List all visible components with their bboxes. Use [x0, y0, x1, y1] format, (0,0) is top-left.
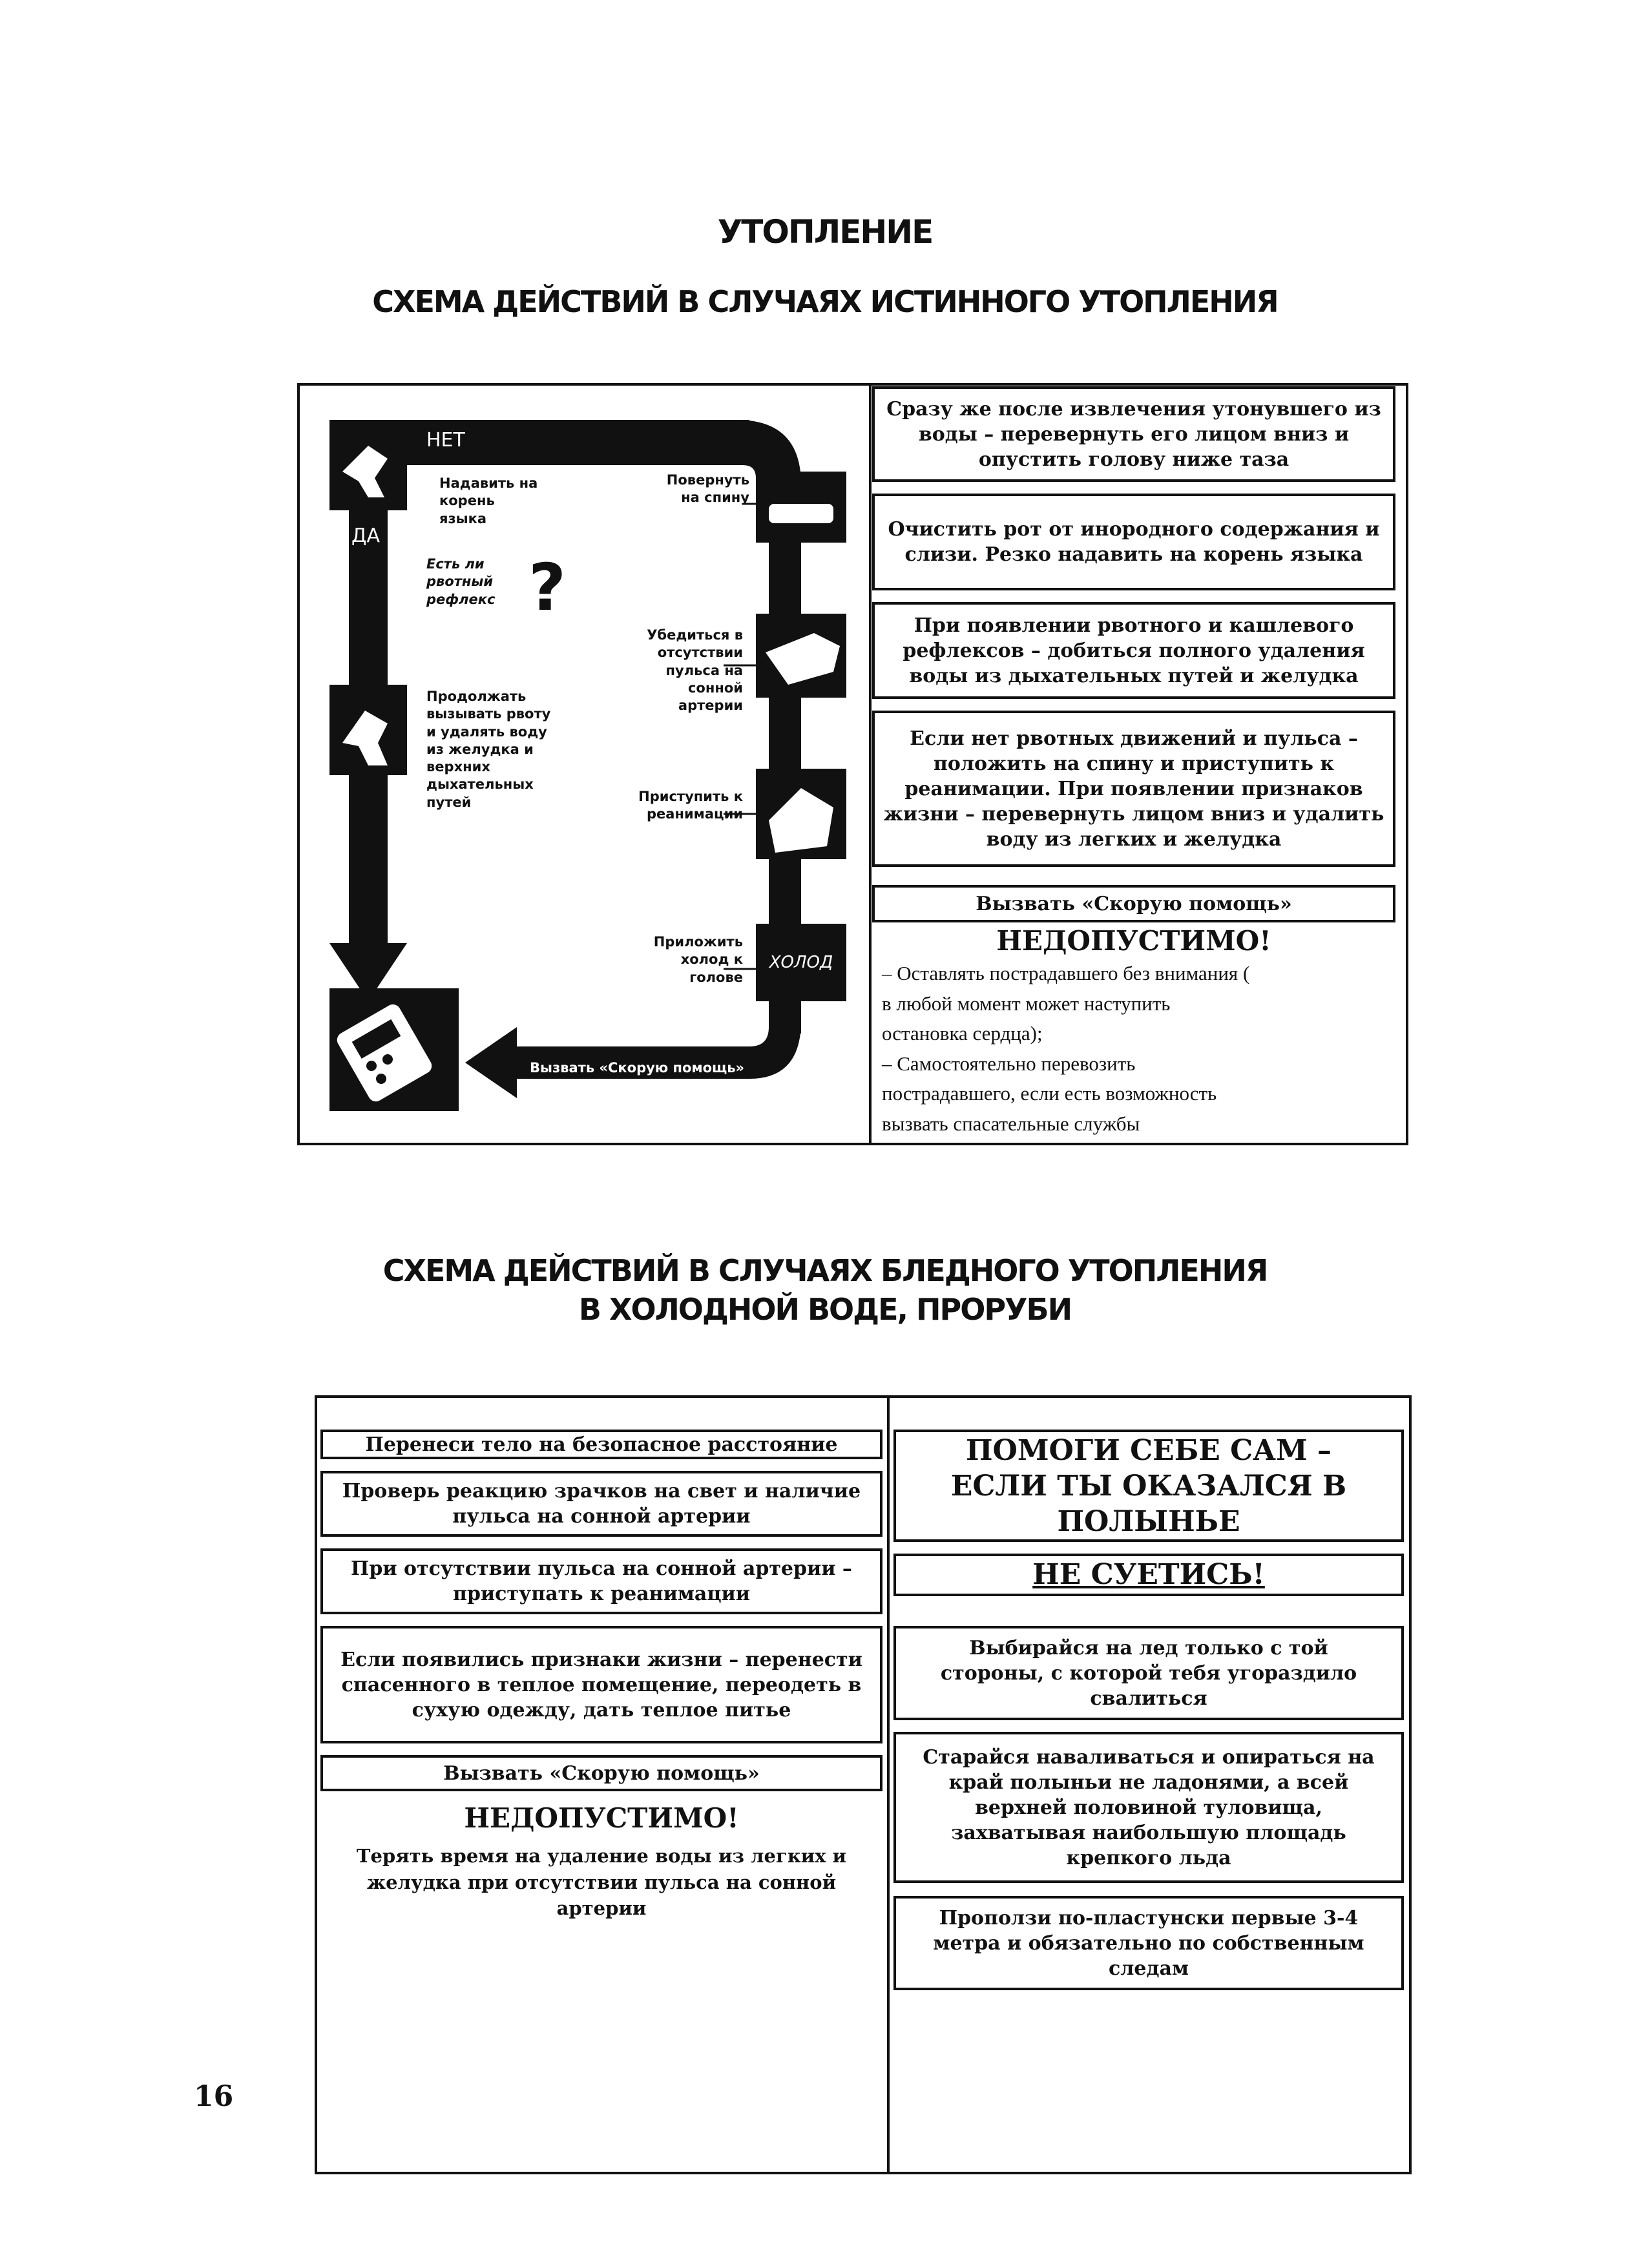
- diagram-call-ambulance-label: Вызвать «Скорую помощь»: [530, 1060, 745, 1076]
- press-tongue-label: Надавить на корень языка: [439, 475, 538, 526]
- true-call-ambulance: Вызвать «Скорую помощь»: [872, 885, 1395, 922]
- dont-panic-box: [893, 1554, 1404, 1596]
- dont-panic-text: НЕ СУЕТИСЬ!: [1032, 1558, 1265, 1592]
- no-label: НЕТ: [426, 429, 465, 452]
- true-forbidden-title: НЕДОПУСТИМО!: [996, 925, 1271, 957]
- self-help-step-2: Старайся наваливаться и опираться на край полыньи не ладонями, а всей верхней половиной туловища, захватывая наибольшую площадь крепкого льда: [893, 1732, 1404, 1883]
- pale-call-ambulance: Вызвать «Скорую помощь»: [320, 1755, 882, 1791]
- self-help-title-box: ПОМОГИ СЕБЕ САМ – ЕСЛИ ТЫ ОКАЗАЛСЯ В ПОЛЫНЬЕ: [893, 1430, 1404, 1542]
- true-step-4: Если нет рвотных движений и пульса – положить на спину и приступить к реанимации. При появлении признаков жизни – перевернуть лицом вниз и удалить воду из легких и желудка: [872, 711, 1395, 867]
- section-title-pale-drowning-line1: СХЕМА ДЕЙСТВИЙ В СЛУЧАЯХ БЛЕДНОГО УТОПЛЕНИЯ: [382, 1253, 1268, 1288]
- apply-cold-label: Приложить холод к голове: [653, 934, 743, 985]
- forbidden-item: остановка сердца);: [882, 1022, 1043, 1045]
- true-step-2: Очистить рот от инородного содержания и слизи. Резко надавить на корень языка: [872, 494, 1395, 590]
- lying-figure: [769, 504, 833, 523]
- pale-forbidden-text: Терять время на удаление воды из легких и желудка при отсутствии пульса на сонной артерии: [356, 1845, 847, 1920]
- forbidden-item: – Самостоятельно перевозить: [882, 1052, 1136, 1075]
- check-pulse-label: Убедиться в отсутствии пульса на сонной артерии: [647, 627, 743, 714]
- forbidden-item: вызвать спасательные службы: [882, 1112, 1140, 1135]
- pale-step-4: Если появились признаки жизни – перенести спасенного в теплое помещение, переодеть в сухую одежду, дать теплое питье: [320, 1626, 882, 1743]
- section-title-pale-drowning-line2: В ХОЛОДНОЙ ВОДЕ, ПРОРУБИ: [578, 1292, 1072, 1327]
- forbidden-item: в любой момент может наступить: [882, 992, 1171, 1015]
- forbidden-item: пострадавшего, если есть возможность: [882, 1082, 1217, 1105]
- flow-arrow-left: [465, 1027, 517, 1098]
- question-mark-icon: ?: [528, 550, 567, 625]
- pale-forbidden-title: НЕДОПУСТИМО!: [464, 1802, 739, 1834]
- pale-step-3: При отсутствии пульса на сонной артерии – приступать к реанимации: [320, 1548, 882, 1614]
- page-number: 16: [194, 2080, 234, 2113]
- pale-step-1: Перенеси тело на безопасное расстояние: [320, 1430, 882, 1459]
- cold-sign-label: ХОЛОД: [769, 953, 833, 972]
- gag-reflex-question-label: Есть ли рвотный рефлекс: [426, 556, 496, 607]
- continue-vomiting-label: Продолжать вызывать рвоту и удалять воду из желудка и верхних дыхательных путей: [426, 689, 551, 810]
- true-step-3: При появлении рвотного и кашлевого рефлексов – добиться полного удаления воды из дыхательных путей и желудка: [872, 602, 1395, 699]
- pale-drowning-divider: [887, 1395, 890, 2174]
- self-help-step-1: Выбирайся на лед только с той стороны, с которой тебя угораздило свалиться: [893, 1626, 1404, 1720]
- pale-step-2: Проверь реакцию зрачков на свет и наличие пульса на сонной артерии: [320, 1471, 882, 1537]
- turn-on-back-label: Повернуть на спину: [666, 472, 749, 506]
- start-resuscitation-label: Приступить к реанимации: [638, 789, 743, 822]
- true-forbidden-list: [882, 959, 1392, 1139]
- true-step-1: Сразу же после извлечения утонувшего из воды – перевернуть его лицом вниз и опустить голову ниже таза: [872, 386, 1395, 482]
- true-drowning-divider: [869, 383, 872, 1145]
- yes-label: ДА: [351, 525, 380, 547]
- self-help-step-3: Проползи по-пластунски первые 3-4 метра и обязательно по собственным следам: [893, 1896, 1404, 1990]
- section-title-true-drowning: СХЕМА ДЕЙСТВИЙ В СЛУЧАЯХ ИСТИННОГО УТОПЛЕНИЯ: [372, 284, 1278, 319]
- true-drowning-diagram: [323, 407, 853, 1124]
- forbidden-item: – Оставлять пострадавшего без внимания (: [882, 962, 1250, 984]
- diagram-graphic: [323, 407, 853, 1124]
- page-title: УТОПЛЕНИЕ: [717, 213, 933, 251]
